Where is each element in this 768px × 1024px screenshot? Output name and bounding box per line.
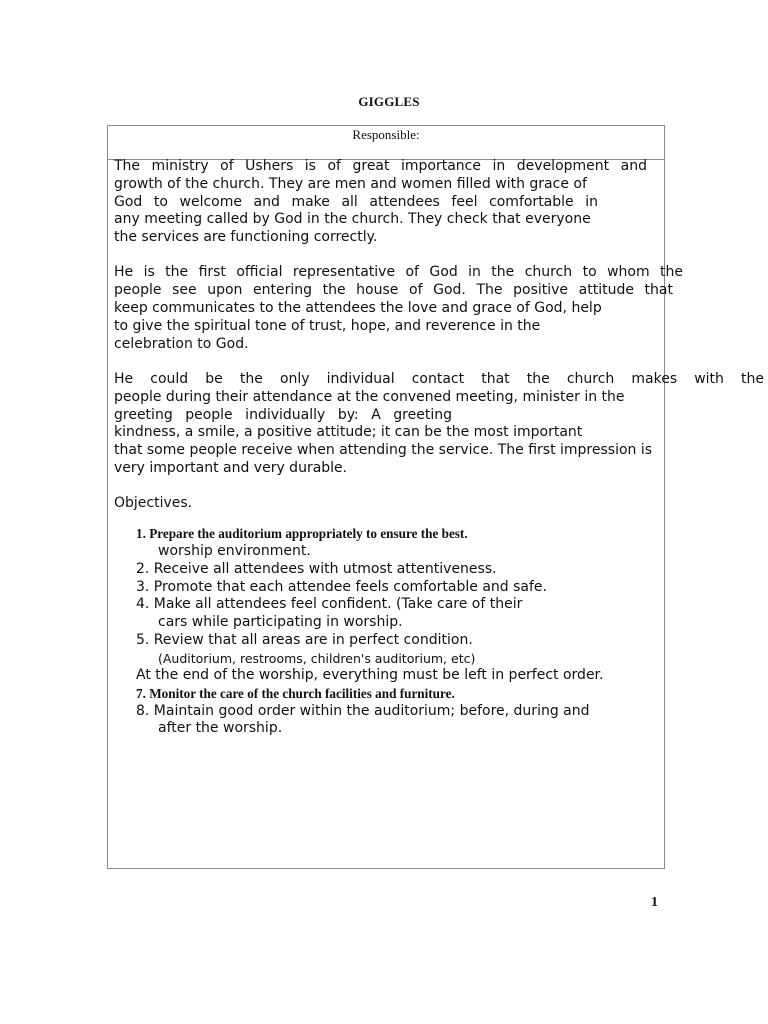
paragraph-individual-contact [114, 370, 764, 478]
paragraph-line: growth of the church. They are men and women filled with grace of [114, 175, 587, 192]
objective-text: 2. Receive all attendees with utmost attentiveness. [136, 560, 497, 577]
paragraph-first-representative [114, 264, 684, 353]
objective-item-8 [136, 703, 684, 739]
responsible-header-cell [108, 126, 664, 160]
paragraph-line: He is the first official representative of God in the church to whom the [114, 264, 683, 281]
paragraph-line: keep communicates to the attendees the love and grace of God, help [114, 300, 602, 317]
paragraph-line: very important and very durable. [114, 459, 348, 476]
objective-item-3 [136, 579, 684, 597]
page-number: 1 [651, 895, 658, 910]
responsible-label: Responsible: [352, 127, 420, 142]
paragraph-line: He could be the only individual contact that the church makes with the [114, 370, 764, 387]
paragraph-line: that some people receive when attending the service. The first impression is [114, 442, 653, 459]
objective-text: cars while participating in worship. [158, 614, 403, 631]
objective-item-4 [136, 596, 684, 632]
paragraph-line: to give the spiritual tone of trust, hope, and reverence in the [114, 317, 541, 334]
paragraph-line: celebration to God. [114, 335, 249, 352]
paragraph-line: The ministry of Ushers is of great importance in development and [114, 158, 647, 174]
objective-text: (Auditorium, restrooms, children's auditorium, etc) [158, 650, 476, 666]
objective-text: 1. Prepare the auditorium appropriately to ensure the best. [136, 526, 468, 542]
objective-text: 4. Make all attendees feel confident. (Take care of their [136, 596, 523, 613]
paragraph-line: any meeting called by God in the church. They check that everyone [114, 211, 591, 228]
document-title: GIGGLES [358, 94, 420, 109]
objectives-list [114, 525, 684, 738]
paragraph-line: people see upon entering the house of God. The positive attitude that [114, 282, 673, 299]
objective-text: 5. Review that all areas are in perfect condition. [136, 632, 473, 649]
paragraph-line: kindness, a smile, a positive attitude; it can be the most important [114, 424, 583, 441]
objective-text: At the end of the worship, everything must be left in perfect order. [136, 666, 604, 683]
paragraph-line: people during their attendance at the convened meeting, minister in the [114, 388, 625, 405]
objective-text: 8. Maintain good order within the auditorium; before, during and [136, 702, 590, 719]
objective-text: 7. Monitor the care of the church facilities and furniture. [136, 685, 455, 701]
objective-item-1 [136, 525, 684, 561]
paragraph-line: greeting people individually by: A greeting [114, 406, 452, 423]
objective-text: 3. Promote that each attendee feels comfortable and safe. [136, 578, 547, 595]
objective-item-2 [136, 561, 684, 579]
objective-item-7 [136, 685, 684, 703]
content-body [114, 158, 764, 738]
objective-item-6 [136, 667, 684, 685]
objective-text: worship environment. [158, 543, 311, 560]
paragraph-ushers-ministry [114, 158, 684, 247]
objective-item-5 [136, 632, 684, 667]
objectives-heading: Objectives. [114, 495, 193, 512]
paragraph-line: God to welcome and make all attendees feel comfortable in [114, 193, 598, 210]
objective-text: after the worship. [158, 720, 283, 737]
paragraph-line: the services are functioning correctly. [114, 229, 378, 246]
